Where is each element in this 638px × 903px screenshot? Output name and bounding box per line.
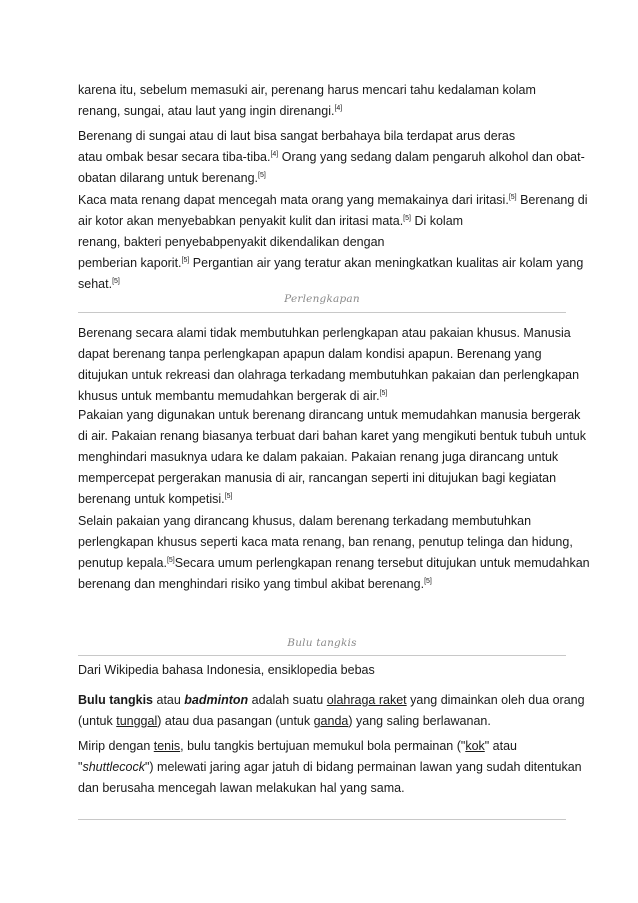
citation-ref[interactable]: [5] [424,578,432,585]
text-line: Pakaian yang digunakan untuk berenang dirancang untuk memudahkan manusia bergerak [78,408,581,422]
text-span: " [78,760,83,774]
text-span: " atau [484,739,518,753]
citation-ref[interactable]: [4] [270,151,279,158]
text-span: (untuk [78,714,117,728]
bold-term: Bulu tangkis [78,693,154,707]
text-line: renang, bakteri penyebabpenyakit dikendalikan dengan [78,235,385,249]
text-line: Selain pakaian yang dirancang khusus, dalam berenang terkadang membutuhkan [78,514,532,528]
paragraph-source [78,660,566,681]
citation-ref[interactable]: [5] [403,215,411,222]
citation-ref[interactable]: [5] [181,257,190,264]
text-span: berenang dan menghindari risiko yang timbul akibat berenang. [78,577,425,591]
section-divider [78,655,566,656]
citation-ref[interactable]: [5] [258,172,266,179]
text-line: mempercepat pergerakan manusia di air, rancangan seperti ini ditujukan bagi kegiatan [78,471,557,485]
text-line [78,711,566,732]
text-span: Secara umum perlengkapan renang tersebut ditujukan untuk memudahkan [174,556,590,570]
text-span: atau ombak besar secara tiba-tiba. [78,150,271,164]
text-line [78,736,566,757]
text-span: obatan dilarang untuk berenang. [78,171,259,185]
text-line [78,168,566,189]
text-span: khusus untuk membantu memudahkan bergerak di air. [78,389,380,403]
text-span: ) yang saling berlawanan. [348,714,491,728]
text-span: Pergantian air yang teratur akan meningkatkan kualitas air kolam yang [189,256,584,270]
text-line: dan berusaha mencegah lawan melakukan hal yang sama. [78,781,405,795]
text-span: air kotor akan menyebabkan penyakit kulit dan iritasi mata. [78,214,404,228]
paragraph-special-gear [78,511,590,595]
paragraph-goggles [78,190,588,295]
section-divider [78,312,566,313]
citation-ref[interactable]: [5] [508,194,517,201]
link-olahraga-raket[interactable]: olahraga raket [326,693,407,707]
text-line [78,574,566,595]
paragraph-depth-warning [78,80,566,122]
text-line [78,101,566,122]
text-line [78,253,584,274]
paragraph-equipment-intro [78,323,580,407]
section-heading-perlengkapan: Perlengkapan [284,293,360,305]
text-span: renang, sungai, atau laut yang ingin direnangi. [78,104,335,118]
text-line: menghindari masuknya udara ke dalam pakaian. Pakaian renang juga dirancang untuk [78,450,559,464]
paragraph-river-danger [78,126,585,189]
text-line [78,489,566,510]
text-line [78,690,585,711]
text-line: perlengkapan khusus seperti kaca mata renang, ban renang, penutup telinga dan hidung, [78,535,573,549]
link-tunggal[interactable]: tunggal [116,714,158,728]
citation-ref[interactable]: [5] [166,557,175,564]
citation-ref[interactable]: [5] [112,278,120,285]
section-divider [78,819,566,820]
text-span: adalah suatu [248,693,327,707]
paragraph-badminton-def [78,690,585,732]
text-span: , bulu tangkis bertujuan memukul bola permainan (" [180,739,466,753]
citation-ref[interactable]: [4] [334,105,343,112]
text-span: pemberian kaporit. [78,256,182,270]
text-line: ditujukan untuk rekreasi dan olahraga terkadang membutuhkan pakaian dan perlengkapan [78,368,580,382]
citation-ref[interactable]: [5] [379,390,388,397]
text-line: Berenang secara alami tidak membutuhkan perlengkapan atau pakaian khusus. Manusia [78,326,571,340]
link-kok[interactable]: kok [465,739,485,753]
text-line [78,553,590,574]
text-span: berenang untuk kompetisi. [78,492,225,506]
text-span: yang dimainkan oleh dua orang [406,693,585,707]
text-span: Berenang di [516,193,588,207]
text-line [78,274,566,295]
text-span: ") melewati jaring agar jatuh di bidang permainan lawan yang sudah ditentukan [144,760,582,774]
text-line: di air. Pakaian renang biasanya terbuat dari bahan karet yang mengikuti bentuk tubuh untuk [78,429,586,443]
bold-italic-term: badminton [184,693,249,707]
text-line [78,757,582,778]
text-span: Orang yang sedang dalam pengaruh alkohol dan obat- [278,150,585,164]
section-heading-bulu-tangkis: Bulu tangkis [287,637,357,649]
text-line [78,190,588,211]
text-span: ) atau dua pasangan (untuk [157,714,314,728]
italic-term: shuttlecock [82,760,145,774]
text-line: dapat berenang tanpa perlengkapan apapun dalam kondisi apapun. Berenang yang [78,347,542,361]
paragraph-swimwear [78,405,586,510]
text-span: atau [153,693,185,707]
text-span: sehat. [78,277,113,291]
text-span: Di kolam [410,214,464,228]
text-line [78,147,585,168]
text-line: Berenang di sungai atau di laut bisa sangat berbahaya bila terdapat arus deras [78,129,516,143]
text-line [78,211,566,232]
text-line: Dari Wikipedia bahasa Indonesia, ensiklopedia bebas [78,663,375,677]
text-line: karena itu, sebelum memasuki air, perenang harus mencari tahu kedalaman kolam [78,83,536,97]
text-span: Mirip dengan [78,739,154,753]
text-line [78,386,566,407]
link-tenis[interactable]: tenis [153,739,181,753]
link-ganda[interactable]: ganda [313,714,349,728]
paragraph-badminton-goal [78,736,582,799]
text-span: penutup kepala. [78,556,167,570]
citation-ref[interactable]: [5] [224,493,233,500]
text-span: Kaca mata renang dapat mencegah mata orang yang memakainya dari iritasi. [78,193,509,207]
